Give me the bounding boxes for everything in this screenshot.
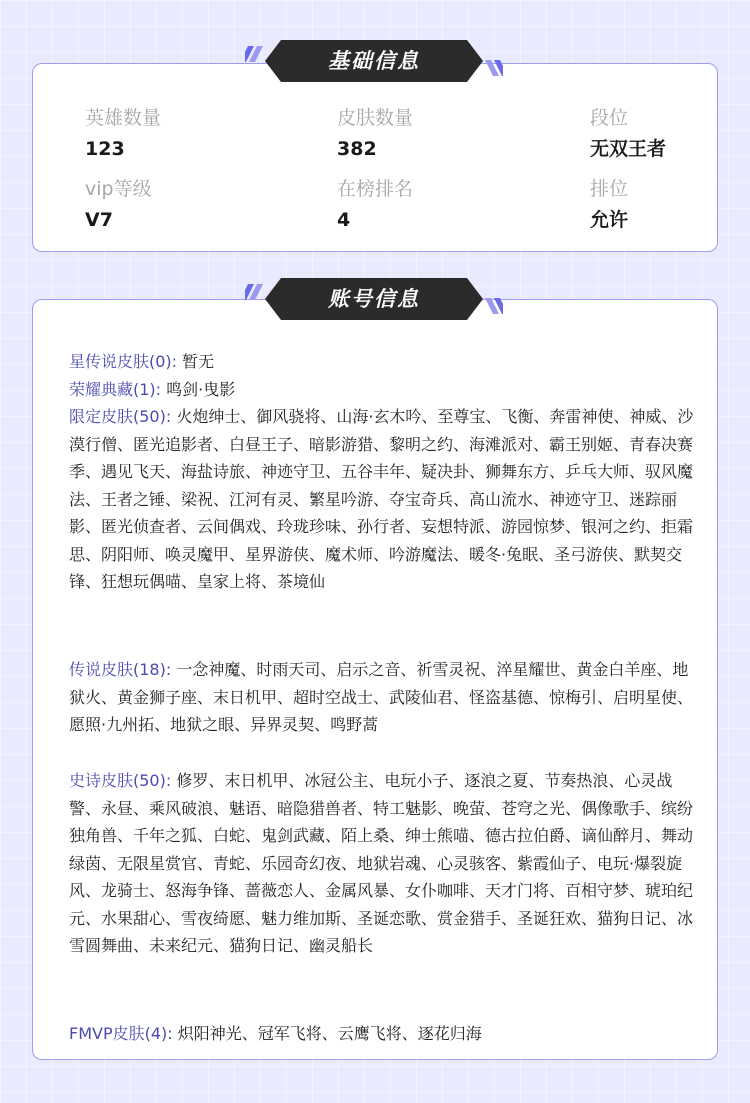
- stat-label: 排位: [590, 178, 629, 200]
- section-legend-skins: [69, 656, 699, 739]
- section-label: 荣耀典藏(1):: [69, 379, 162, 399]
- section-label: 史诗皮肤(50):: [69, 771, 172, 790]
- section-label: 限定皮肤(50):: [69, 407, 172, 426]
- stat-label: 英雄数量: [85, 107, 162, 129]
- stat-value: 允许: [590, 209, 629, 231]
- account-info-title: 账号信息: [328, 287, 420, 311]
- stat-skin-count: [337, 106, 413, 161]
- account-info-card: [32, 299, 718, 1060]
- stat-value: 382: [337, 138, 377, 160]
- basic-info-banner: [245, 38, 503, 84]
- section-label: FMVP皮肤(4):: [69, 1024, 173, 1043]
- stat-vip-level: [85, 177, 152, 232]
- basic-info-card: [32, 63, 718, 252]
- stat-hero-count: [85, 106, 161, 161]
- section-items: 一念神魔、时雨天司、启示之音、祈雪灵祝、淬星耀世、黄金白羊座、地狱火、黄金狮子座、末日机甲、超时空战士、武陵仙君、怪盗基德、惊梅引、启明星使、愿照·九州拓、地狱之眼、异界灵契、鸣野蒿: [69, 660, 694, 734]
- section-epic-skins: [69, 767, 699, 960]
- section-items: 火炮绅士、御风骁将、山海·玄木吟、至尊宝、飞衡、奔雷神使、神威、沙漠行僧、匿光追影者、白昼王子、暗影游猎、黎明之约、海滩派对、霸王别姬、青春决赛季、遇见飞天、海盐诗旅、神迹守卫、五谷丰年、疑决卦、狮舞东方、乒乓大师、驭风魔法、王者之锤、梁祝、江河有灵、繁星吟游、夺宝奇兵、高山流水、神迹守卫、迷踪丽影、匿光侦查者、云间偶戏、玲珑珍味、孙行者、妄想特派、游园惊梦、银河之约、拒霜思、阴阳师、唤灵魔甲、星界游侠、魔术师、吟游魔法、暖冬·兔眠、圣弓游侠、默契交锋、狂想玩偶喵、皇家上将、茶境仙: [69, 407, 694, 591]
- stat-value: 123: [85, 138, 125, 160]
- section-star-legend-skins: [69, 348, 699, 376]
- section-fmvp-skins: [69, 1020, 699, 1048]
- account-info-banner: [245, 276, 503, 322]
- section-items: 鸣剑·曳影: [166, 379, 236, 399]
- section-limited-skins: [69, 403, 699, 596]
- basic-info-title: 基础信息: [328, 49, 420, 73]
- section-items: 暂无: [182, 352, 215, 371]
- stat-label: 在榜排名: [337, 178, 414, 200]
- stat-label: 段位: [590, 107, 629, 129]
- section-label: 传说皮肤(18):: [69, 660, 172, 679]
- section-items: 修罗、末日机甲、冰冠公主、电玩小子、逐浪之夏、节奏热浪、心灵战警、永昼、乘风破浪、魅语、暗隐猎兽者、特工魅影、晚萤、苍穹之光、偶像歌手、缤纷独角兽、千年之狐、白蛇、鬼剑武藏、陌上桑、绅士熊喵、德古拉伯爵、谪仙醉月、舞动绿茵、无限星赏官、青蛇、乐园奇幻夜、地狱岩魂、心灵骇客、紫霞仙子、电玩·爆裂旋风、龙骑士、怒海争锋、蔷薇恋人、金属风暴、女仆咖啡、天才门将、百相守梦、琥珀纪元、水果甜心、雪夜绮愿、魅力维加斯、圣诞恋歌、赏金猎手、圣诞狂欢、猫狗日记、冰雪圆舞曲、未来纪元、猫狗日记、幽灵船长: [69, 771, 694, 955]
- section-items: 炽阳神光、冠军飞将、云鹰飞将、逐花归海: [177, 1024, 482, 1043]
- stat-label: vip等级: [85, 178, 152, 200]
- stat-ranked-allowed: [590, 177, 628, 232]
- stat-rank-tier: [590, 106, 666, 161]
- stat-leaderboard-rank: [337, 177, 413, 232]
- section-label: 星传说皮肤(0):: [69, 352, 178, 371]
- stat-value: V7: [85, 209, 113, 231]
- stat-value: 无双王者: [590, 138, 667, 160]
- stat-label: 皮肤数量: [337, 107, 414, 129]
- stat-value: 4: [337, 209, 351, 231]
- section-glory-collection: [69, 376, 699, 404]
